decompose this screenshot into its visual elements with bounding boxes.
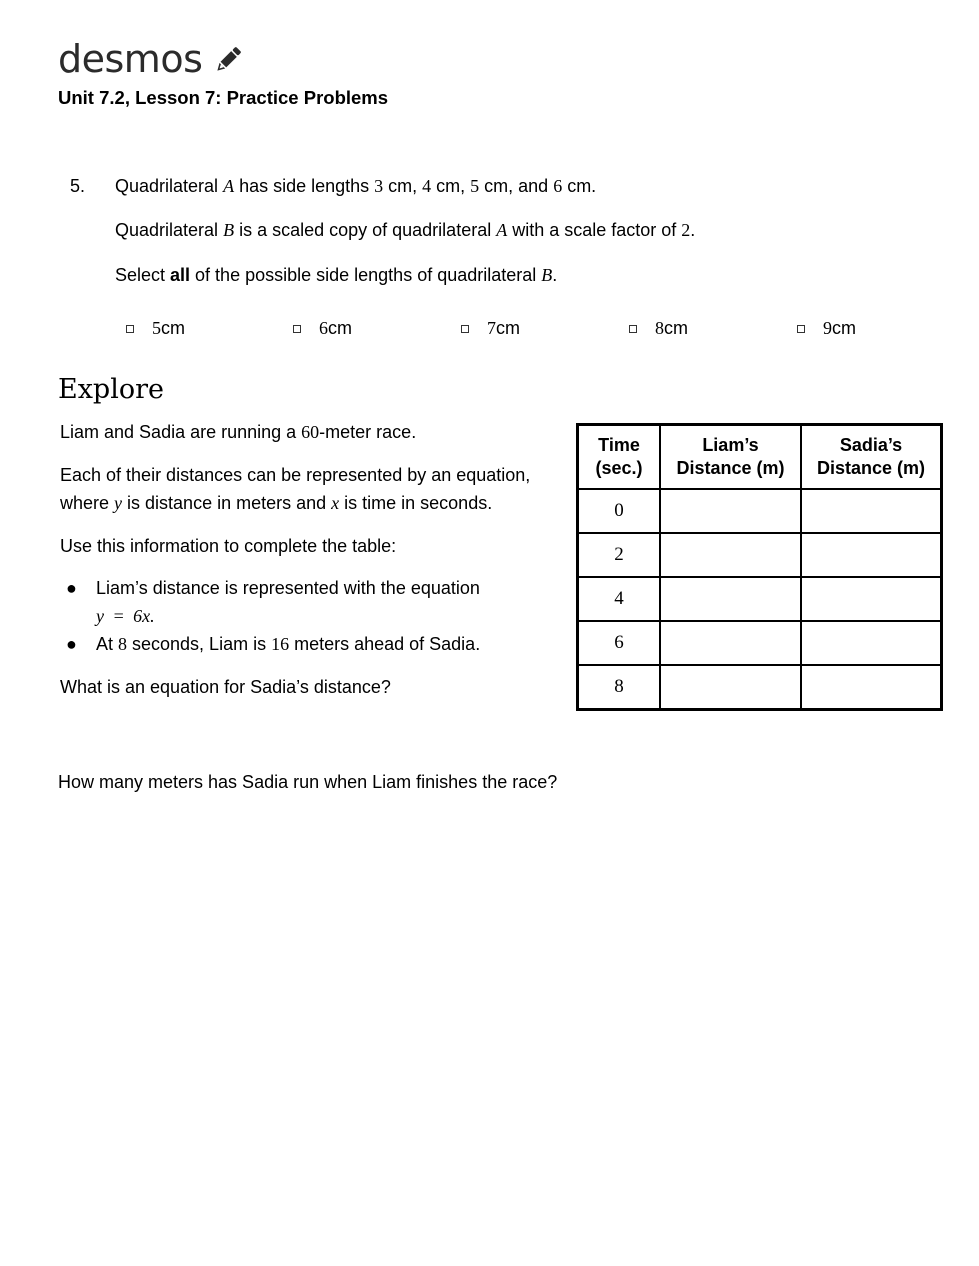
checkbox[interactable] [461,325,469,333]
choice-7cm[interactable]: 7 cm [461,318,520,339]
bullet-dot: ● [66,578,77,598]
checkbox[interactable] [797,325,805,333]
time-cell: 2 [578,533,661,577]
sadia-cell[interactable] [801,577,942,621]
sadia-cell[interactable] [801,533,942,577]
checkbox[interactable] [293,325,301,333]
distance-table [576,423,943,711]
explore-paragraph-2: Each of their distances can be represented by an equation, where y is distance in meters and x is time in seconds. [60,465,531,513]
final-question: How many meters has Sadia run when Liam finishes the race? [58,772,558,792]
checkbox[interactable] [126,325,134,333]
explore-paragraph-4: What is an equation for Sadia’s distance? [60,677,391,697]
choice-8cm[interactable]: 8 cm [629,318,688,339]
header-time: Time (sec.) [578,425,661,490]
choice-6cm[interactable]: 6 cm [293,318,352,339]
desmos-logo [58,37,244,81]
table-row [578,533,942,577]
logo-wordmark: desmos [58,37,203,81]
table-header-row [578,425,942,490]
table-row [578,577,942,621]
bullet-dot: ● [66,634,77,654]
sadia-cell[interactable] [801,489,942,533]
question-line-1: Quadrilateral A has side lengths 3 cm, 4 cm, 5 cm, and 6 cm. [115,176,597,196]
time-cell: 8 [578,665,661,710]
time-cell: 6 [578,621,661,665]
time-cell: 4 [578,577,661,621]
checkbox[interactable] [629,325,637,333]
liam-cell[interactable] [660,533,801,577]
explore-heading: Explore [58,374,164,405]
time-cell: 0 [578,489,661,533]
choice-5cm[interactable]: 5 cm [126,318,185,339]
table-row [578,621,942,665]
question-line-2: Quadrilateral B is a scaled copy of quadrilateral A with a scale factor of 2. [115,220,696,240]
question-number: 5. [70,176,86,196]
table-row [578,489,942,533]
explore-paragraph-3: Use this information to complete the table: [60,536,397,556]
table-row [578,665,942,710]
header-sadia-distance: Sadia’s Distance (m) [801,425,942,490]
liam-cell[interactable] [660,489,801,533]
liam-cell[interactable] [660,621,801,665]
lesson-title: Unit 7.2, Lesson 7: Practice Problems [58,87,389,108]
liam-cell[interactable] [660,665,801,710]
choice-9cm[interactable]: 9 cm [797,318,856,339]
liam-cell[interactable] [660,577,801,621]
question-line-3: Select all of the possible side lengths of quadrilateral B. [115,265,558,285]
sadia-cell[interactable] [801,621,942,665]
header-liam-distance: Liam’s Distance (m) [660,425,801,490]
explore-paragraph-1: Liam and Sadia are running a 60-meter race. [60,422,417,442]
pencil-icon [212,44,244,76]
sadia-cell[interactable] [801,665,942,710]
